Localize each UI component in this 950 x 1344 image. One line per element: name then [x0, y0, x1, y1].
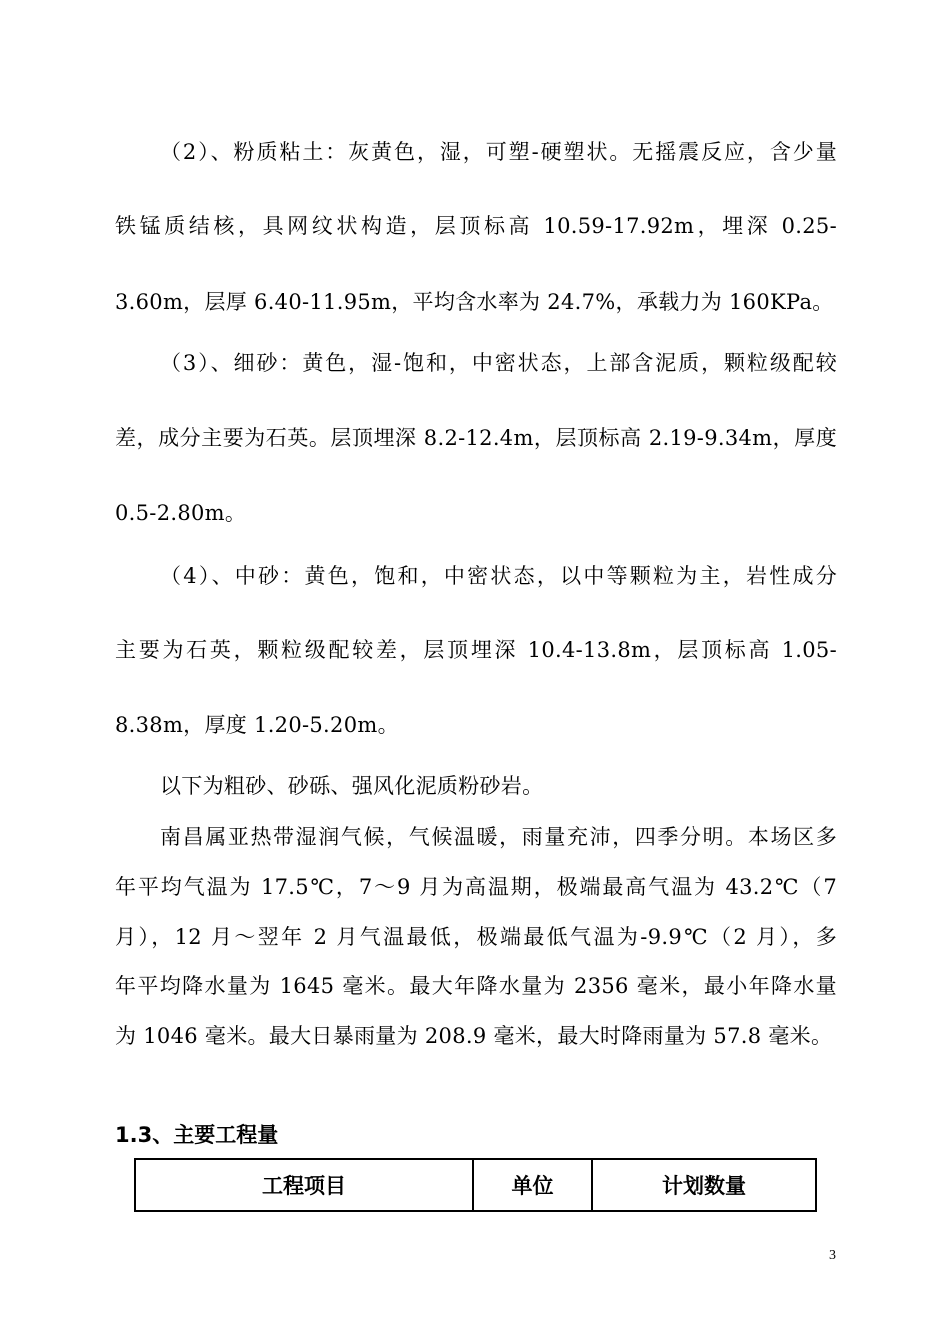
paragraph-4-line-2: 主要为石英，颗粒级配较差，层顶埋深 10.4-13.8m，层顶标高 1.05-: [115, 638, 837, 662]
paragraph-4-line-3: 8.38m，厚度 1.20-5.20m。: [115, 713, 399, 737]
paragraph-6-line-2: 年平均气温为 17.5℃，7～9 月为高温期，极端最高气温为 43.2℃（7: [115, 875, 837, 899]
table-header-row: [135, 1159, 816, 1211]
paragraph-2-line-3: 3.60m，层厚 6.40-11.95m，平均含水率为 24.7%，承载力为 160KPa。: [115, 290, 834, 314]
paragraph-2-line-2: 铁锰质结核，具网纹状构造，层顶标高 10.59-17.92m，埋深 0.25-: [115, 214, 837, 238]
paragraph-6-line-5: 为 1046 毫米。最大日暴雨量为 208.9 毫米，最大时降雨量为 57.8 毫米。: [115, 1024, 833, 1048]
paragraph-5-line-1: 以下为粗砂、砂砾、强风化泥质粉砂岩。: [160, 774, 544, 798]
paragraph-3-line-2: 差，成分主要为石英。层顶埋深 8.2-12.4m，层顶标高 2.19-9.34m，厚度: [115, 426, 837, 450]
paragraph-3-line-1: （3）、细砂：黄色，湿-饱和，中密状态，上部含泥质，颗粒级配较: [160, 351, 837, 375]
table-header-project: 工程项目: [135, 1159, 473, 1211]
paragraph-3-line-3: 0.5-2.80m。: [115, 501, 247, 525]
table-header-unit: 单位: [473, 1159, 592, 1211]
section-heading: 1.3、主要工程量: [115, 1123, 279, 1147]
quantities-table: [134, 1158, 817, 1212]
paragraph-6-line-3: 月），12 月～翌年 2 月气温最低，极端最低气温为-9.9℃（2 月），多: [115, 925, 837, 949]
paragraph-6-line-4: 年平均降水量为 1645 毫米。最大年降水量为 2356 毫米，最小年降水量: [115, 974, 837, 998]
paragraph-4-line-1: （4）、中砂：黄色，饱和，中密状态，以中等颗粒为主，岩性成分: [160, 564, 837, 588]
table-header-planned-quantity: 计划数量: [592, 1159, 816, 1211]
paragraph-2-line-1: （2）、粉质粘土：灰黄色，湿，可塑-硬塑状。无摇震反应，含少量: [160, 140, 837, 164]
page-number: 3: [829, 1248, 836, 1263]
paragraph-6-line-1: 南昌属亚热带湿润气候，气候温暖，雨量充沛，四季分明。本场区多: [160, 825, 837, 849]
